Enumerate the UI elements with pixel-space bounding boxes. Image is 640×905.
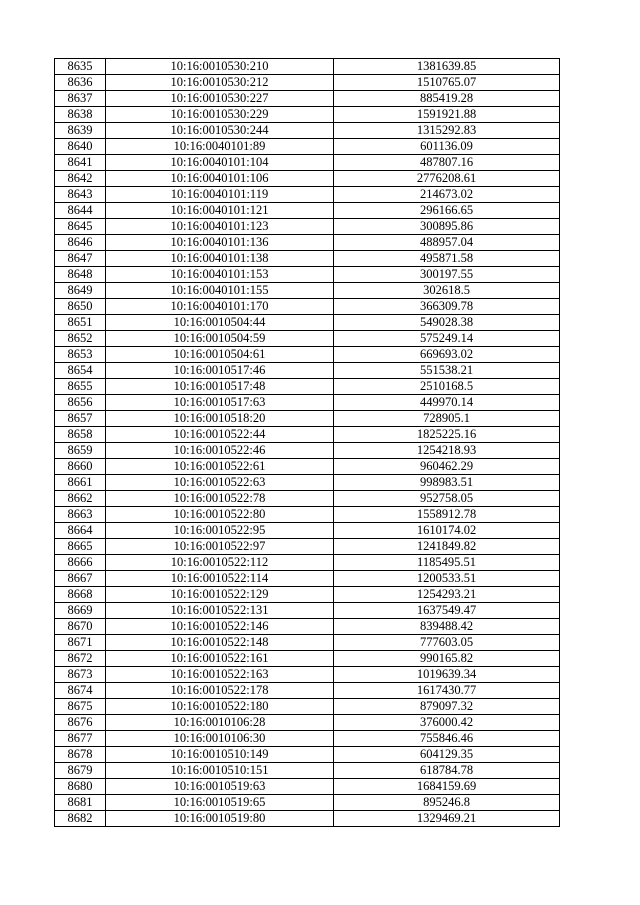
table-row (55, 635, 560, 651)
cadastral-number-cell: 10:16:0040101:123 (106, 219, 334, 235)
row-number-cell: 8642 (55, 171, 106, 187)
value-cell: 1329469.21 (334, 811, 560, 827)
table-row (55, 283, 560, 299)
value-cell: 618784.78 (334, 763, 560, 779)
value-cell: 1825225.16 (334, 427, 560, 443)
table-row (55, 75, 560, 91)
value-cell: 575249.14 (334, 331, 560, 347)
value-cell: 1591921.88 (334, 107, 560, 123)
value-cell: 669693.02 (334, 347, 560, 363)
cadastral-number-cell: 10:16:0040101:136 (106, 235, 334, 251)
cadastral-number-cell: 10:16:0010530:212 (106, 75, 334, 91)
table-row (55, 715, 560, 731)
row-number-cell: 8663 (55, 507, 106, 523)
value-cell: 1185495.51 (334, 555, 560, 571)
row-number-cell: 8660 (55, 459, 106, 475)
value-cell: 952758.05 (334, 491, 560, 507)
table-row (55, 459, 560, 475)
table-row (55, 219, 560, 235)
row-number-cell: 8636 (55, 75, 106, 91)
value-cell: 1558912.78 (334, 507, 560, 523)
row-number-cell: 8647 (55, 251, 106, 267)
cadastral-number-cell: 10:16:0010522:46 (106, 443, 334, 459)
table-row (55, 747, 560, 763)
table-row (55, 251, 560, 267)
table-row (55, 523, 560, 539)
value-cell: 1254218.93 (334, 443, 560, 459)
row-number-cell: 8645 (55, 219, 106, 235)
row-number-cell: 8640 (55, 139, 106, 155)
cadastral-number-cell: 10:16:0010522:44 (106, 427, 334, 443)
table-row (55, 379, 560, 395)
row-number-cell: 8676 (55, 715, 106, 731)
row-number-cell: 8637 (55, 91, 106, 107)
table-row (55, 699, 560, 715)
table-row (55, 235, 560, 251)
row-number-cell: 8662 (55, 491, 106, 507)
cadastral-number-cell: 10:16:0010530:210 (106, 59, 334, 75)
table-row (55, 603, 560, 619)
cadastral-number-cell: 10:16:0010522:178 (106, 683, 334, 699)
row-number-cell: 8667 (55, 571, 106, 587)
value-cell: 895246.8 (334, 795, 560, 811)
row-number-cell: 8664 (55, 523, 106, 539)
row-number-cell: 8648 (55, 267, 106, 283)
cadastral-number-cell: 10:16:0010530:229 (106, 107, 334, 123)
cadastral-number-cell: 10:16:0040101:89 (106, 139, 334, 155)
row-number-cell: 8669 (55, 603, 106, 619)
cadastral-number-cell: 10:16:0010522:61 (106, 459, 334, 475)
value-cell: 2510168.5 (334, 379, 560, 395)
value-cell: 990165.82 (334, 651, 560, 667)
row-number-cell: 8659 (55, 443, 106, 459)
value-cell: 839488.42 (334, 619, 560, 635)
table-row (55, 571, 560, 587)
value-cell: 302618.5 (334, 283, 560, 299)
cadastral-number-cell: 10:16:0010517:63 (106, 395, 334, 411)
row-number-cell: 8657 (55, 411, 106, 427)
row-number-cell: 8680 (55, 779, 106, 795)
cadastral-number-cell: 10:16:0010504:59 (106, 331, 334, 347)
cadastral-number-cell: 10:16:0040101:153 (106, 267, 334, 283)
cadastral-number-cell: 10:16:0010530:244 (106, 123, 334, 139)
table-row (55, 779, 560, 795)
row-number-cell: 8650 (55, 299, 106, 315)
row-number-cell: 8639 (55, 123, 106, 139)
cadastral-number-cell: 10:16:0010522:78 (106, 491, 334, 507)
row-number-cell: 8635 (55, 59, 106, 75)
cadastral-number-cell: 10:16:0040101:106 (106, 171, 334, 187)
cadastral-number-cell: 10:16:0010517:48 (106, 379, 334, 395)
table-row (55, 539, 560, 555)
value-cell: 777603.05 (334, 635, 560, 651)
row-number-cell: 8666 (55, 555, 106, 571)
cadastral-value-table (54, 58, 560, 827)
table-body (55, 59, 560, 827)
cadastral-number-cell: 10:16:0010504:61 (106, 347, 334, 363)
row-number-cell: 8652 (55, 331, 106, 347)
value-cell: 296166.65 (334, 203, 560, 219)
table-row (55, 91, 560, 107)
table-row (55, 475, 560, 491)
cadastral-number-cell: 10:16:0040101:119 (106, 187, 334, 203)
cadastral-number-cell: 10:16:0040101:121 (106, 203, 334, 219)
cadastral-number-cell: 10:16:0010106:30 (106, 731, 334, 747)
value-cell: 1381639.85 (334, 59, 560, 75)
value-cell: 495871.58 (334, 251, 560, 267)
cadastral-number-cell: 10:16:0010522:80 (106, 507, 334, 523)
value-cell: 604129.35 (334, 747, 560, 763)
value-cell: 300895.86 (334, 219, 560, 235)
cadastral-number-cell: 10:16:0040101:155 (106, 283, 334, 299)
row-number-cell: 8661 (55, 475, 106, 491)
table-row (55, 347, 560, 363)
value-cell: 1019639.34 (334, 667, 560, 683)
row-number-cell: 8681 (55, 795, 106, 811)
cadastral-number-cell: 10:16:0010518:20 (106, 411, 334, 427)
row-number-cell: 8658 (55, 427, 106, 443)
row-number-cell: 8641 (55, 155, 106, 171)
value-cell: 755846.46 (334, 731, 560, 747)
row-number-cell: 8672 (55, 651, 106, 667)
cadastral-number-cell: 10:16:0010519:80 (106, 811, 334, 827)
row-number-cell: 8654 (55, 363, 106, 379)
cadastral-number-cell: 10:16:0010522:63 (106, 475, 334, 491)
value-cell: 960462.29 (334, 459, 560, 475)
row-number-cell: 8670 (55, 619, 106, 635)
row-number-cell: 8678 (55, 747, 106, 763)
table-row (55, 123, 560, 139)
value-cell: 2776208.61 (334, 171, 560, 187)
cadastral-number-cell: 10:16:0010522:148 (106, 635, 334, 651)
table-row (55, 555, 560, 571)
value-cell: 487807.16 (334, 155, 560, 171)
table-row (55, 331, 560, 347)
table-row (55, 395, 560, 411)
row-number-cell: 8682 (55, 811, 106, 827)
cadastral-number-cell: 10:16:0040101:138 (106, 251, 334, 267)
value-cell: 488957.04 (334, 235, 560, 251)
value-cell: 1315292.83 (334, 123, 560, 139)
cadastral-number-cell: 10:16:0010522:95 (106, 523, 334, 539)
row-number-cell: 8679 (55, 763, 106, 779)
value-cell: 1617430.77 (334, 683, 560, 699)
table-row (55, 267, 560, 283)
value-cell: 551538.21 (334, 363, 560, 379)
row-number-cell: 8675 (55, 699, 106, 715)
table-row (55, 203, 560, 219)
table-row (55, 427, 560, 443)
cadastral-number-cell: 10:16:0010519:65 (106, 795, 334, 811)
row-number-cell: 8677 (55, 731, 106, 747)
row-number-cell: 8653 (55, 347, 106, 363)
table-row (55, 507, 560, 523)
cadastral-number-cell: 10:16:0010510:149 (106, 747, 334, 763)
table-row (55, 107, 560, 123)
value-cell: 376000.42 (334, 715, 560, 731)
value-cell: 214673.02 (334, 187, 560, 203)
value-cell: 449970.14 (334, 395, 560, 411)
row-number-cell: 8673 (55, 667, 106, 683)
row-number-cell: 8655 (55, 379, 106, 395)
cadastral-number-cell: 10:16:0040101:170 (106, 299, 334, 315)
cadastral-number-cell: 10:16:0010522:114 (106, 571, 334, 587)
row-number-cell: 8649 (55, 283, 106, 299)
cadastral-number-cell: 10:16:0010522:131 (106, 603, 334, 619)
value-cell: 1200533.51 (334, 571, 560, 587)
cadastral-number-cell: 10:16:0010522:161 (106, 651, 334, 667)
table-row (55, 411, 560, 427)
row-number-cell: 8656 (55, 395, 106, 411)
table-row (55, 315, 560, 331)
table-row (55, 795, 560, 811)
table-row (55, 619, 560, 635)
cadastral-number-cell: 10:16:0010522:97 (106, 539, 334, 555)
cadastral-number-cell: 10:16:0010522:129 (106, 587, 334, 603)
row-number-cell: 8665 (55, 539, 106, 555)
table-row (55, 667, 560, 683)
cadastral-number-cell: 10:16:0010522:180 (106, 699, 334, 715)
row-number-cell: 8674 (55, 683, 106, 699)
value-cell: 549028.38 (334, 315, 560, 331)
value-cell: 1637549.47 (334, 603, 560, 619)
row-number-cell: 8643 (55, 187, 106, 203)
value-cell: 366309.78 (334, 299, 560, 315)
row-number-cell: 8668 (55, 587, 106, 603)
cadastral-number-cell: 10:16:0010510:151 (106, 763, 334, 779)
table-row (55, 731, 560, 747)
cadastral-number-cell: 10:16:0010106:28 (106, 715, 334, 731)
table-row (55, 443, 560, 459)
table-row (55, 491, 560, 507)
value-cell: 300197.55 (334, 267, 560, 283)
row-number-cell: 8646 (55, 235, 106, 251)
value-cell: 879097.32 (334, 699, 560, 715)
table-row (55, 299, 560, 315)
value-cell: 885419.28 (334, 91, 560, 107)
value-cell: 1254293.21 (334, 587, 560, 603)
value-cell: 601136.09 (334, 139, 560, 155)
table-row (55, 171, 560, 187)
table-row (55, 363, 560, 379)
table-row (55, 683, 560, 699)
row-number-cell: 8671 (55, 635, 106, 651)
cadastral-number-cell: 10:16:0040101:104 (106, 155, 334, 171)
table-row (55, 811, 560, 827)
cadastral-number-cell: 10:16:0010522:146 (106, 619, 334, 635)
value-cell: 1684159.69 (334, 779, 560, 795)
value-cell: 728905.1 (334, 411, 560, 427)
value-cell: 1241849.82 (334, 539, 560, 555)
cadastral-number-cell: 10:16:0010530:227 (106, 91, 334, 107)
table-row (55, 651, 560, 667)
cadastral-number-cell: 10:16:0010519:63 (106, 779, 334, 795)
table-row (55, 587, 560, 603)
cadastral-number-cell: 10:16:0010517:46 (106, 363, 334, 379)
value-cell: 1610174.02 (334, 523, 560, 539)
table-row (55, 59, 560, 75)
cadastral-number-cell: 10:16:0010522:163 (106, 667, 334, 683)
row-number-cell: 8651 (55, 315, 106, 331)
table-row (55, 139, 560, 155)
document-table-container (54, 58, 559, 827)
value-cell: 998983.51 (334, 475, 560, 491)
cadastral-number-cell: 10:16:0010522:112 (106, 555, 334, 571)
cadastral-number-cell: 10:16:0010504:44 (106, 315, 334, 331)
row-number-cell: 8638 (55, 107, 106, 123)
table-row (55, 187, 560, 203)
table-row (55, 155, 560, 171)
value-cell: 1510765.07 (334, 75, 560, 91)
row-number-cell: 8644 (55, 203, 106, 219)
table-row (55, 763, 560, 779)
